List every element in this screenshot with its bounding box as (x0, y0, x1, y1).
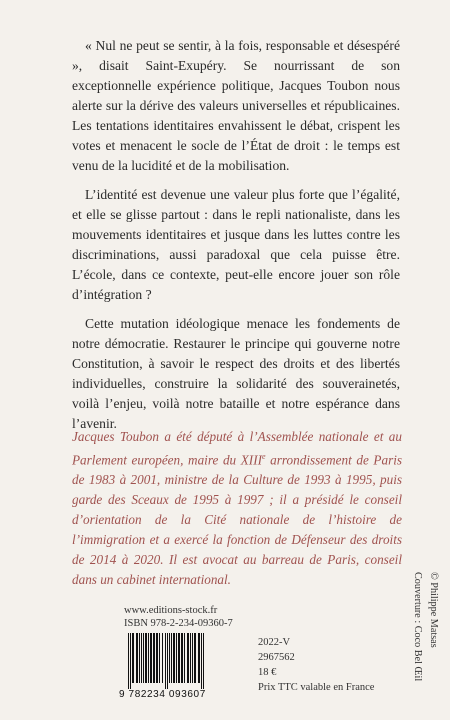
blurb-paragraph-1: « Nul ne peut se sentir, à la fois, responsable et désespéré », disait Saint-Exupéry. Se nourrissant de son exceptionnelle expérience politique, Jacques Toubon nous alerte sur la dérive des valeurs universelles et républicaines. Les tentations identitaires envahissent le débat, crispent les votes et menacent le socle de l’État de droit : le temps est venu de la lucidité et de la mobilisation. (72, 38, 400, 173)
blurb-paragraph-3: Cette mutation idéologique menace les fondements de notre démocratie. Restaurer le principe qui gouverne notre Constitution, à savoir le respect des droits et des libertés individuelles, construire la solidarité des souverainetés, voilà l’enjeu, voilà notre bataille et notre espérance dans l’avenir. (72, 316, 400, 431)
bio-text-start: Jacques Toubon a été député à l’Assemblée nationale et au Parlement européen, maire du XIII (72, 429, 402, 468)
barcode-bar (153, 633, 155, 683)
barcode-bars (119, 633, 238, 691)
barcode-bar (167, 633, 168, 691)
barcode-bar (132, 633, 134, 683)
reference-number: 2967562 (258, 652, 295, 663)
barcode-bar (143, 633, 144, 683)
barcode-bar (176, 633, 177, 683)
credits (409, 572, 441, 712)
barcode-bar (187, 633, 189, 683)
cover-credit: Couverture : Coco Bel Œil (412, 572, 423, 682)
barcode-bar (203, 633, 204, 691)
bio-text-end: arrondissement de Paris de 1983 à 2001, ministre de la Culture de 1993 à 1995, puis garde des Sceaux de 1995 à 1997 ; il a présidé le conseil d’orientation de la Cité nationale de l’histoire de l’immigration et a exercé la fonction de Défenseur des droits de 2014 à 2020. Il est avocat au barreau de Paris, conseil dans un cabinet international. (72, 452, 402, 588)
barcode-digits: 9 782234 093607 (119, 689, 238, 700)
barcode-bar (141, 633, 142, 683)
barcode-bar (162, 633, 163, 683)
photo-credit: © Philippe Matsas (428, 572, 439, 648)
barcode-bar (178, 633, 180, 683)
barcode-bar (156, 633, 158, 683)
barcode-bar (136, 633, 138, 683)
barcode-bar (171, 633, 172, 683)
barcode-bar (198, 633, 200, 683)
isbn-label: ISBN 978-2-234-09360-7 (124, 618, 233, 629)
price-note: Prix TTC valable en France (258, 682, 375, 693)
barcode-bar (194, 633, 196, 683)
barcode-bar (139, 633, 140, 683)
barcode-bar (169, 633, 170, 683)
edition-code: 2022-V (258, 637, 291, 648)
barcode-bar (128, 633, 129, 691)
barcode-bar (201, 633, 202, 691)
price-amount: 18 € (258, 667, 277, 678)
barcode-bar (165, 633, 166, 691)
blurb-paragraph-2: L’identité est devenue une valeur plus forte que l’égalité, et elle se glisse partout : dans le repli nationaliste, dans les mouvements identitaires et jusque dans les luttes contre les discriminations, aussi paradoxal que cela puisse être. L’école, dans ce contexte, peut-elle encore jouer son rôle d’intégration ? (72, 187, 400, 302)
barcode-bar (145, 633, 147, 683)
bio-superscript: e (261, 452, 266, 461)
publisher-info (124, 604, 233, 630)
barcode (119, 633, 238, 701)
barcode-bar (159, 633, 160, 683)
barcode-bar (150, 633, 152, 683)
barcode-bar (130, 633, 131, 691)
barcode-bar (148, 633, 149, 683)
barcode-bar (192, 633, 193, 683)
barcode-bar (184, 633, 185, 683)
blurb-text (72, 36, 400, 443)
publisher-website: www.editions-stock.fr (124, 605, 218, 616)
barcode-bar (181, 633, 183, 683)
barcode-bar (173, 633, 175, 683)
barcode-bar (190, 633, 191, 683)
author-biography (72, 427, 402, 590)
price-block (258, 635, 374, 695)
